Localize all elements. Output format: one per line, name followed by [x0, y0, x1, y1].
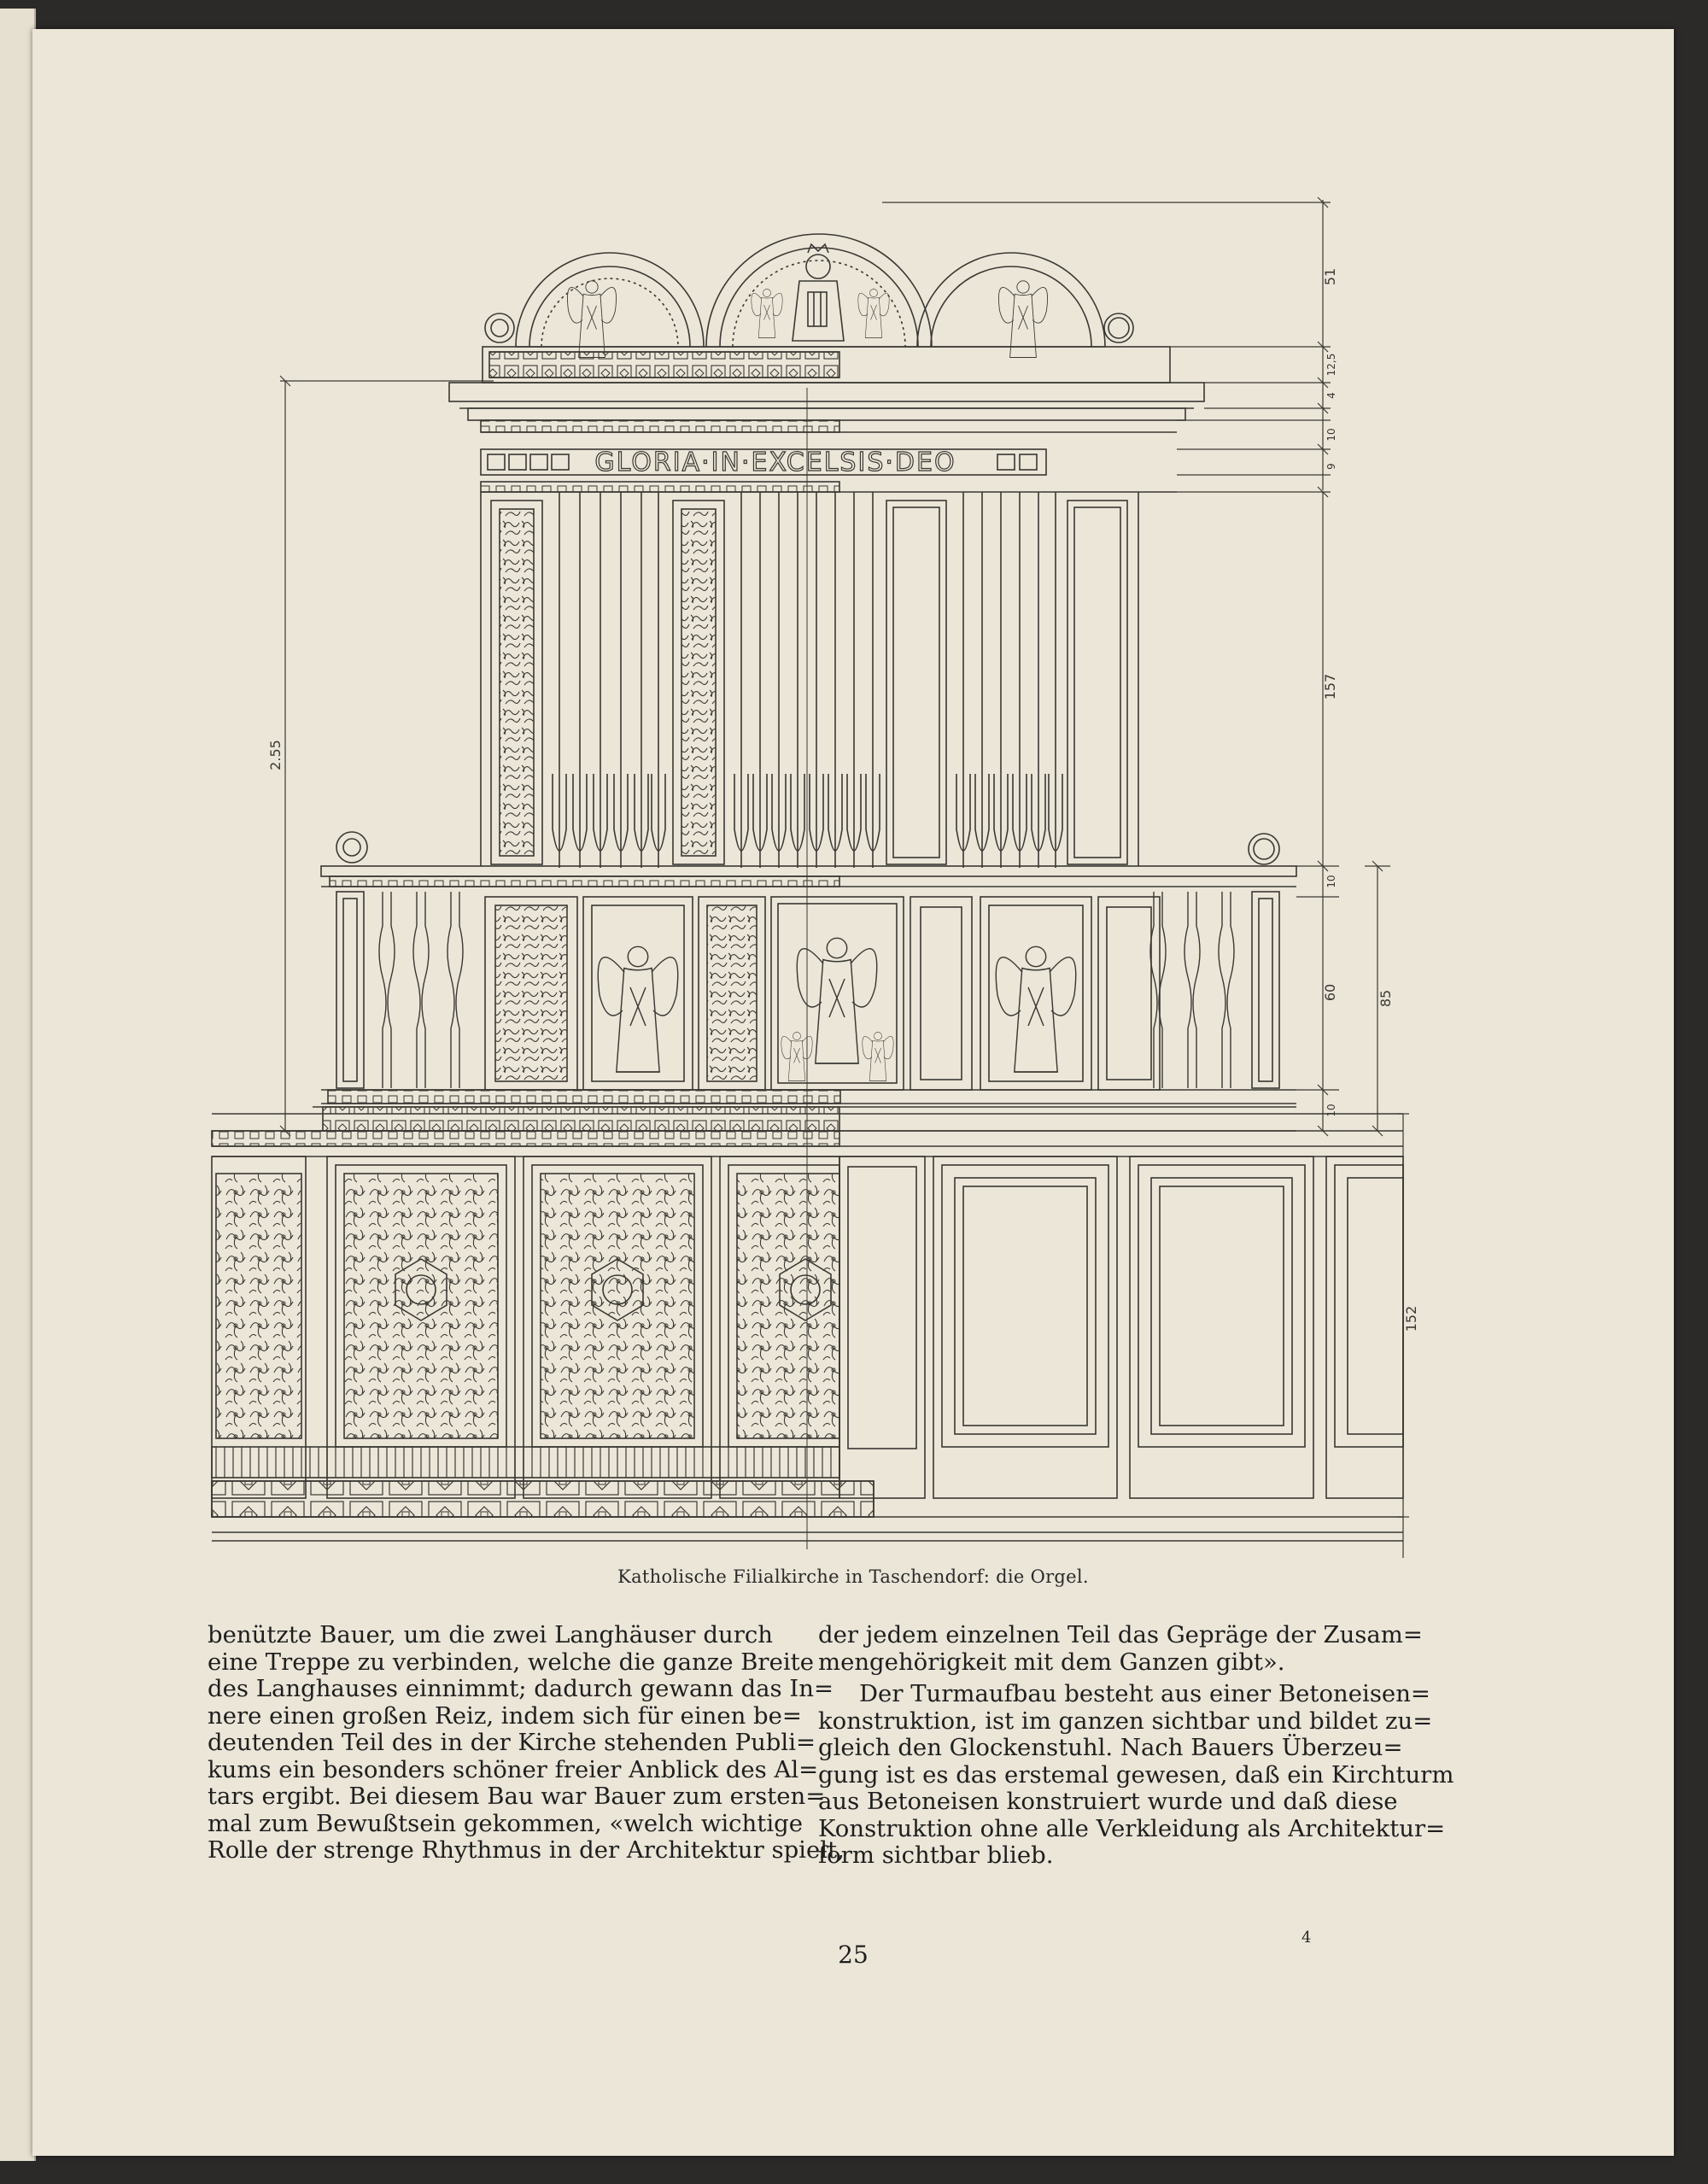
balustrade — [313, 832, 1296, 1131]
organ-cornice — [449, 383, 1204, 492]
text-line: benützte Bauer, um die zwei Langhäuser durch — [208, 1621, 773, 1648]
paragraph — [818, 1680, 1454, 1870]
text-line: kums ein besonders schöner freier Anblick des Al= — [208, 1755, 819, 1783]
text-line: nere einen großen Reiz, indem sich für einen be= — [208, 1701, 802, 1730]
svg-text:10: 10 — [1325, 1104, 1337, 1117]
svg-text:152: 152 — [1403, 1305, 1419, 1332]
previous-page-edge — [0, 9, 36, 2161]
pipe-case — [481, 492, 1138, 868]
text-line: konstruktion, ist im ganzen sichtbar und bildet zu= — [818, 1707, 1433, 1735]
text-line: des Langhauses einnimmt; dadurch gewann das In= — [208, 1675, 834, 1702]
crown-frieze — [483, 347, 1170, 383]
page-number: 25 — [838, 1941, 869, 1969]
svg-text:51: 51 — [1322, 267, 1338, 286]
dimension-labels — [267, 268, 1419, 1332]
svg-text:60: 60 — [1322, 983, 1338, 1002]
text-line: Rolle der strenge Rhythmus in der Architektur spielt, — [208, 1836, 845, 1864]
signature-mark: 4 — [1301, 1929, 1312, 1947]
inscription-gloria: GLORIA·IN·EXCELSIS·DEO — [594, 448, 956, 477]
book-page — [32, 29, 1674, 2156]
crown-lunettes — [485, 234, 1133, 358]
text-line: gung ist es das erstemal gewesen, daß ein Kirchturm — [818, 1760, 1454, 1789]
text-line: aus Betoneisen konstruiert wurde und daß diese — [818, 1788, 1398, 1815]
text-line: Konstruktion ohne alle Verkleidung als Architektur= — [818, 1814, 1446, 1842]
text-line: eine Treppe zu verbinden, welche die ganze Breite — [208, 1648, 814, 1676]
text-line: form sichtbar blieb. — [818, 1841, 1054, 1869]
svg-text:85: 85 — [1378, 989, 1394, 1008]
svg-text:10: 10 — [1325, 875, 1337, 888]
text-column-left — [208, 1621, 845, 1865]
organ-elevation-drawing — [32, 29, 1674, 1558]
text-line: deutenden Teil des in der Kirche stehenden Publi= — [208, 1729, 816, 1756]
text-line: gleich den Glockenstuhl. Nach Bauers Überzeu= — [818, 1734, 1403, 1761]
svg-text:157: 157 — [1322, 673, 1338, 700]
svg-text:10: 10 — [1325, 428, 1337, 442]
text-line: tars ergibt. Bei diesem Bau war Bauer zum ersten= — [208, 1783, 826, 1810]
text-line: mal zum Bewußtsein gekommen, «welch wichtige — [208, 1809, 803, 1837]
figure-caption: Katholische Filialkirche in Taschendorf: die Orgel. — [617, 1566, 1089, 1587]
svg-text:2.55: 2.55 — [267, 740, 284, 770]
paragraph — [208, 1621, 845, 1865]
paragraph — [818, 1621, 1423, 1676]
text-column-right — [818, 1621, 1454, 1870]
svg-text:4: 4 — [1325, 392, 1337, 399]
svg-text:12,5: 12,5 — [1325, 353, 1337, 377]
text-line: der jedem einzelnen Teil das Gepräge der Zusam= — [818, 1621, 1423, 1648]
text-line: Der Turmaufbau besteht aus einer Betoneisen= — [859, 1680, 1430, 1707]
text-line: mengehörigkeit mit dem Ganzen gibt». — [818, 1648, 1285, 1676]
svg-text:9: 9 — [1325, 463, 1337, 470]
